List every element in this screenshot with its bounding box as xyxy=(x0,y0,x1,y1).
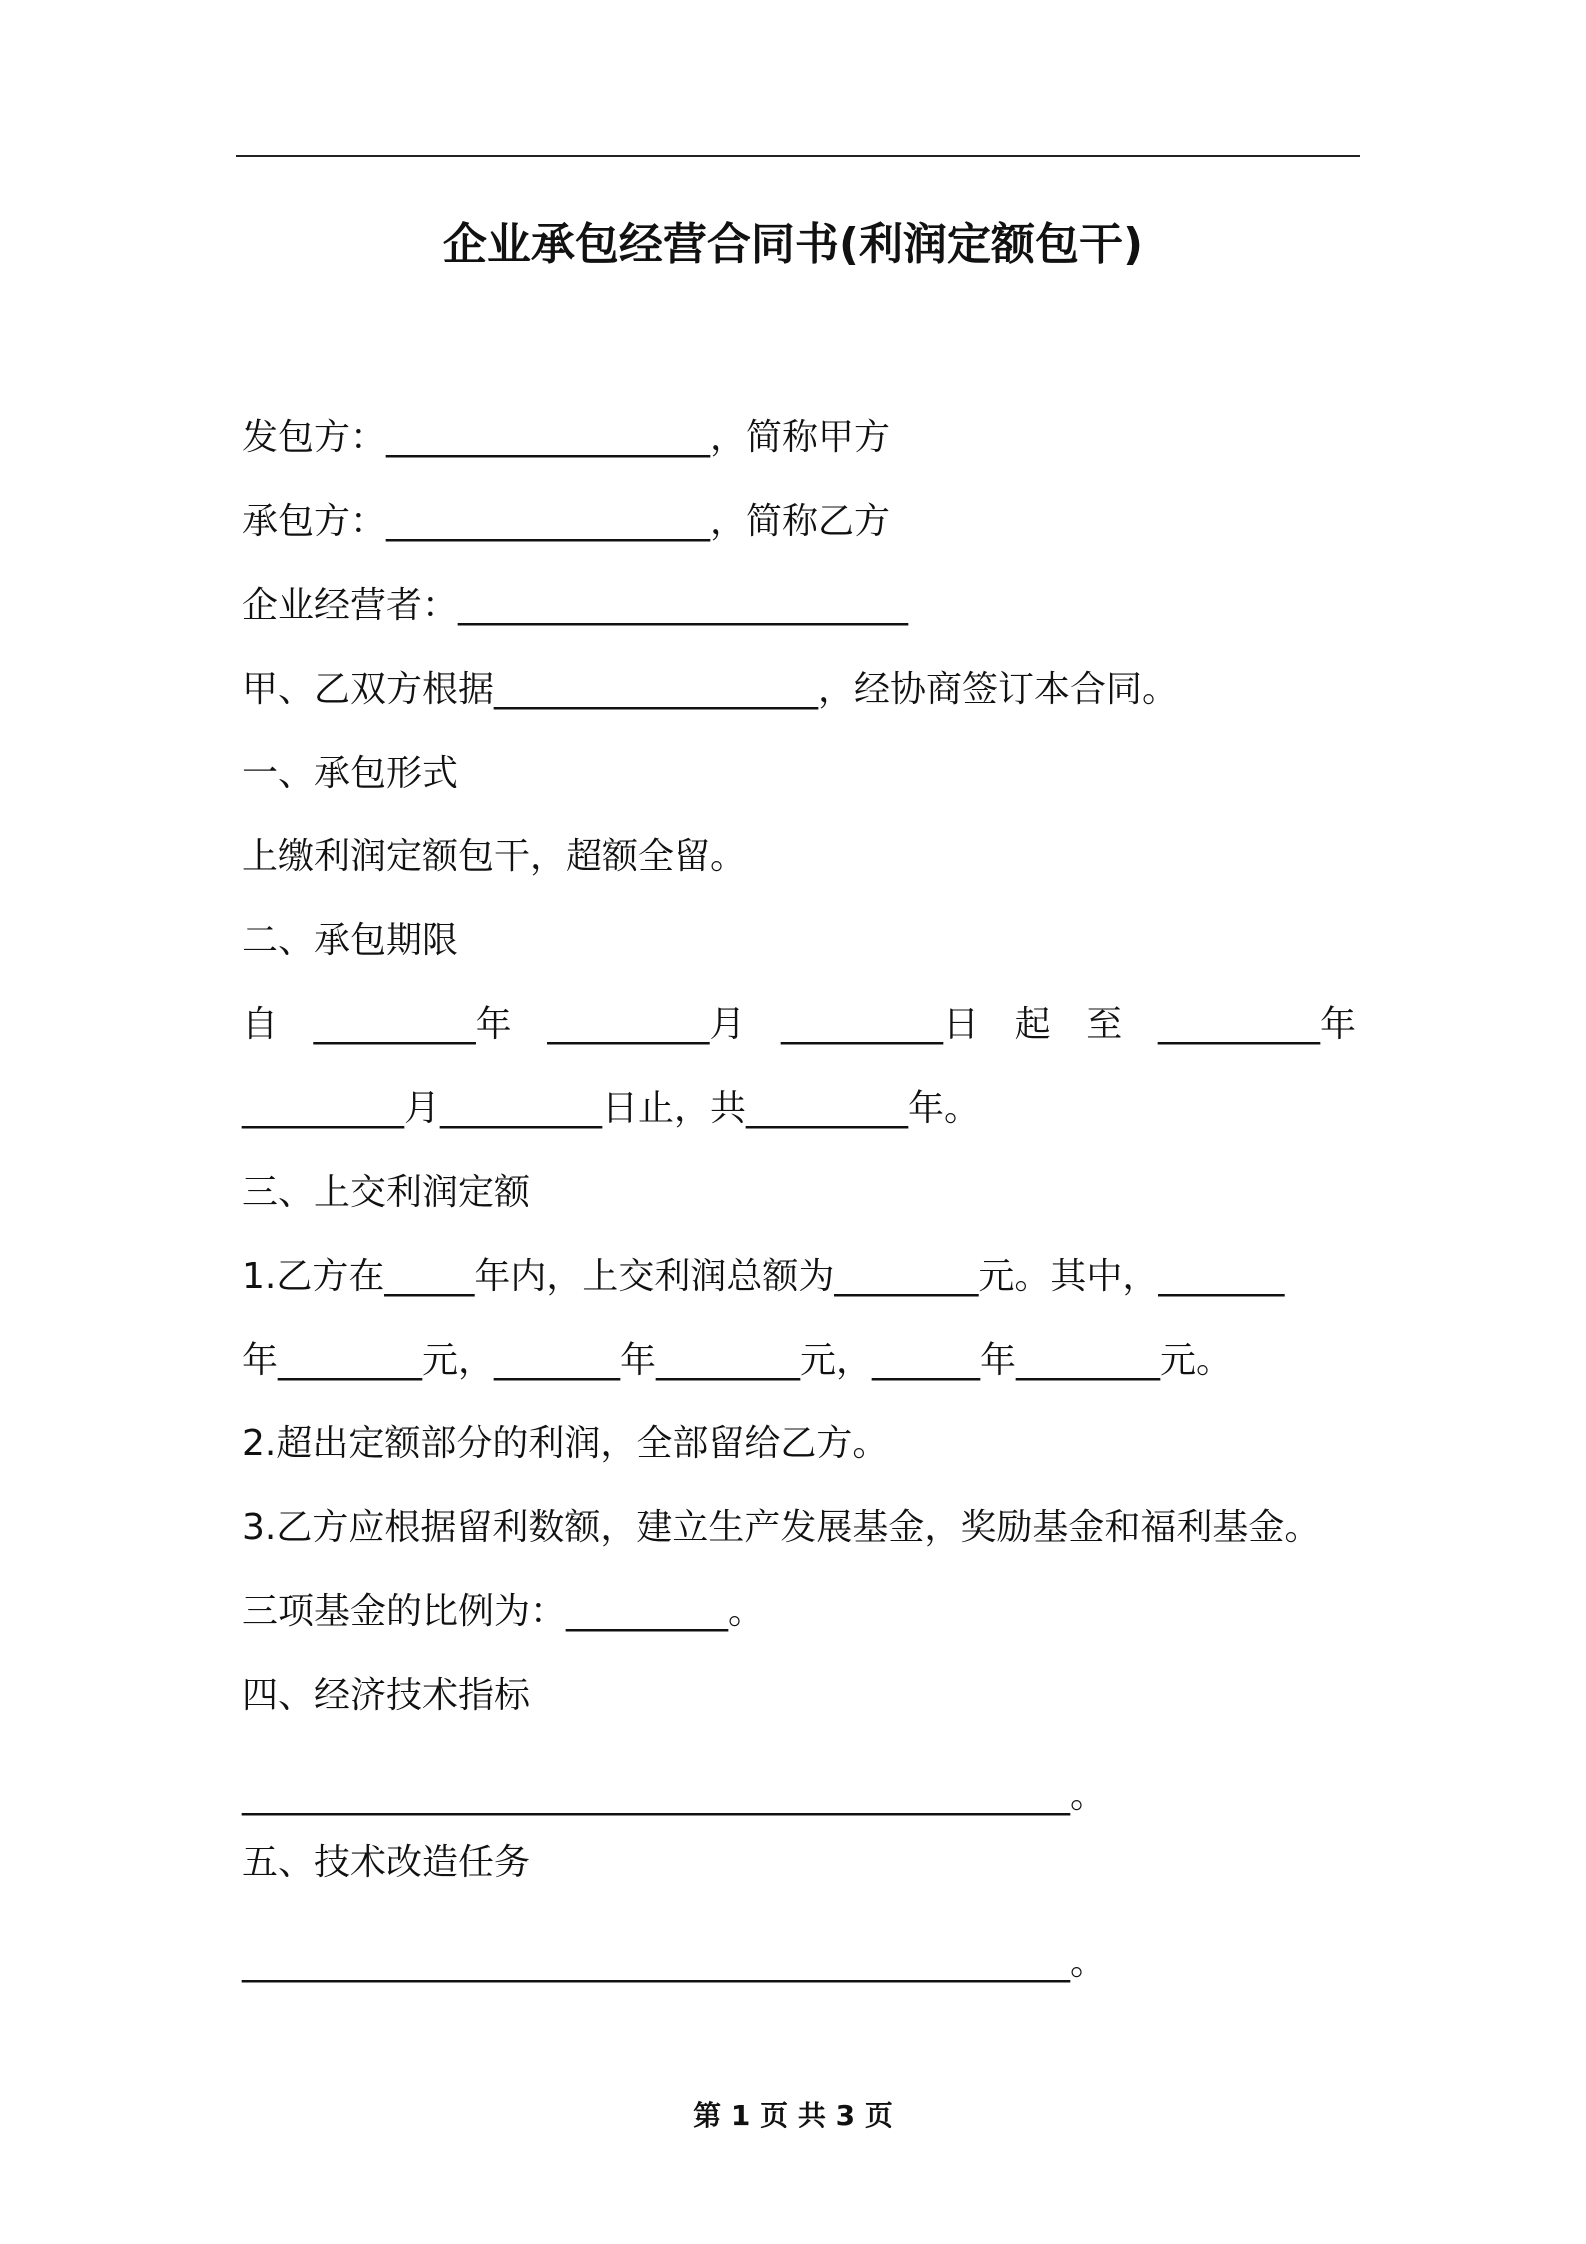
document-title: 企业承包经营合同书(利润定额包干) xyxy=(442,219,1144,270)
party-a-line: 发包方：__________________，简称甲方 xyxy=(242,417,891,458)
operator-line: 企业经营者：_________________________ xyxy=(242,585,909,626)
header-rule xyxy=(236,155,1360,157)
section-5-blank: ______________________________________________。 xyxy=(242,1942,1106,1983)
excess-profit-line: 2.超出定额部分的利润，全部留给乙方。 xyxy=(242,1423,889,1464)
term-part: _________日 xyxy=(780,1004,979,1045)
term-part: 起 xyxy=(1014,1004,1051,1045)
term-part: 自 xyxy=(242,1004,279,1045)
section-4-heading: 四、经济技术指标 xyxy=(242,1675,531,1716)
section-1-heading: 一、承包形式 xyxy=(242,753,459,794)
section-3-heading: 三、上交利润定额 xyxy=(242,1172,531,1213)
section-1-text: 上缴利润定额包干，超额全留。 xyxy=(242,836,747,877)
funds-line: 3.乙方应根据留利数额，建立生产发展基金，奖励基金和福利基金。 xyxy=(242,1507,1321,1548)
page-number: 第 1 页 共 3 页 xyxy=(693,2099,893,2132)
term-part: _________月 xyxy=(547,1004,746,1045)
term-line-2: _________月_________日止，共_________年。 xyxy=(242,1088,981,1129)
section-4-blank: ______________________________________________。 xyxy=(242,1775,1106,1816)
term-part: _________年 xyxy=(313,1004,512,1045)
section-5-heading: 五、技术改造任务 xyxy=(242,1842,531,1883)
funds-ratio-line: 三项基金的比例为：_________。 xyxy=(242,1591,765,1632)
section-2-heading: 二、承包期限 xyxy=(242,920,459,961)
basis-line: 甲、乙双方根据__________________，经协商签订本合同。 xyxy=(242,669,1179,710)
term-part: 至 xyxy=(1086,1004,1123,1045)
term-part: _________年 xyxy=(1157,1004,1356,1045)
party-b-line: 承包方：__________________，简称乙方 xyxy=(242,501,891,542)
profit-total-line: 1.乙方在_____年内，上交利润总额为________元。其中，_______ xyxy=(242,1256,1285,1297)
profit-breakdown-line: 年________元，_______年________元，______年________元。 xyxy=(242,1340,1232,1381)
term-line-1 xyxy=(242,1000,1356,1050)
